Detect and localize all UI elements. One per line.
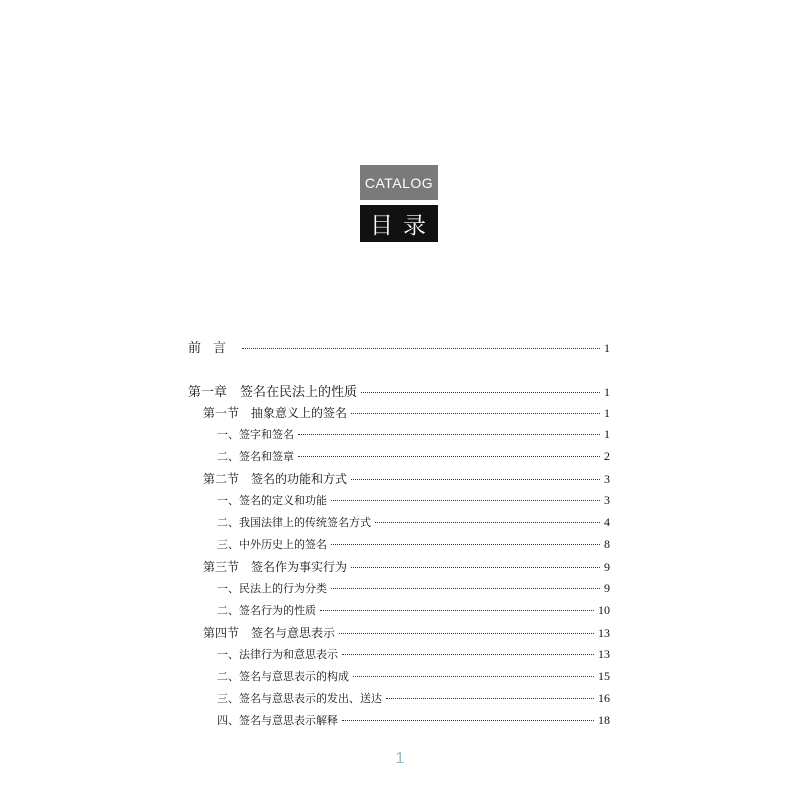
- toc-entry-subsection[interactable]: [217, 668, 610, 684]
- toc-entry-page: 10: [598, 603, 610, 617]
- toc-entry-label: 第二节 签名的功能和方式: [203, 472, 348, 486]
- toc-entry-label: 四、签名与意思表示解释: [217, 714, 338, 727]
- toc-entry-page: 1: [604, 385, 610, 399]
- dot-leader: [331, 500, 600, 501]
- dot-leader: [342, 654, 594, 655]
- toc-entry-section[interactable]: [203, 558, 610, 575]
- toc-entry-label: 一、签字和签名: [217, 428, 294, 441]
- toc-entry-page: 15: [598, 669, 610, 683]
- dot-leader: [361, 392, 600, 393]
- toc-entry-label: 三、中外历史上的签名: [217, 538, 327, 551]
- dot-leader: [351, 567, 600, 568]
- dot-leader: [242, 348, 600, 349]
- toc-entry-preface[interactable]: [188, 337, 610, 356]
- dot-leader: [351, 479, 600, 480]
- toc-entry-subsection[interactable]: [217, 646, 610, 662]
- dot-leader: [320, 610, 594, 611]
- toc-entry-page: 1: [604, 406, 610, 420]
- toc-entry-label: 第三节 签名作为事实行为: [203, 560, 348, 574]
- toc-entry-page: 13: [598, 647, 610, 661]
- toc-entry-section[interactable]: [203, 470, 610, 487]
- toc-entry-label: 二、签名与意思表示的构成: [217, 670, 349, 683]
- toc-entry-subsection[interactable]: [217, 602, 610, 618]
- toc-entry-page: 2: [604, 449, 610, 463]
- page-number: 1: [395, 750, 405, 767]
- dot-leader: [342, 720, 594, 721]
- dot-leader: [298, 456, 600, 457]
- toc-entry-page: 9: [604, 581, 610, 595]
- toc-entry-page: 18: [598, 713, 610, 727]
- dot-leader: [353, 676, 594, 677]
- toc-entry-subsection[interactable]: [217, 536, 610, 552]
- toc-entry-subsection[interactable]: [217, 426, 610, 442]
- toc-entry-chapter[interactable]: [188, 381, 610, 400]
- toc-entry-label: 第一章 签名在民法上的性质: [188, 385, 358, 400]
- toc-entry-page: 3: [604, 493, 610, 507]
- toc-entry-label: 二、签名行为的性质: [217, 604, 316, 617]
- toc-entry-page: 16: [598, 691, 610, 705]
- toc-entry-label: 二、签名和签章: [217, 450, 294, 463]
- toc-entry-subsection[interactable]: [217, 580, 610, 596]
- dot-leader: [375, 522, 600, 523]
- toc-entry-page: 9: [604, 560, 610, 574]
- toc-entry-label: 一、签名的定义和功能: [217, 494, 327, 507]
- toc-entry-label: 二、我国法律上的传统签名方式: [217, 516, 371, 529]
- toc-entry-page: 4: [604, 515, 610, 529]
- dot-leader: [386, 698, 594, 699]
- toc-entry-subsection[interactable]: [217, 448, 610, 464]
- toc-entry-label: 三、签名与意思表示的发出、送达: [217, 692, 382, 705]
- toc-entry-subsection[interactable]: [217, 712, 610, 728]
- page-title: 目录: [360, 205, 438, 242]
- toc-entry-section[interactable]: [203, 404, 610, 421]
- toc-entry-page: 1: [604, 341, 610, 355]
- dot-leader: [331, 544, 600, 545]
- dot-leader: [331, 588, 600, 589]
- toc-entry-label: 第四节 签名与意思表示: [203, 626, 336, 640]
- toc-entry-page: 8: [604, 537, 610, 551]
- toc-entry-page: 1: [604, 427, 610, 441]
- catalog-label: CATALOG: [360, 165, 438, 200]
- toc-entry-label: 第一节 抽象意义上的签名: [203, 406, 348, 420]
- dot-leader: [339, 633, 594, 634]
- dot-leader: [298, 434, 600, 435]
- toc-entry-label: 一、法律行为和意思表示: [217, 648, 338, 661]
- toc-entry-label: 前言: [188, 341, 239, 356]
- toc-entry-label: 一、民法上的行为分类: [217, 582, 327, 595]
- toc-entry-subsection[interactable]: [217, 492, 610, 508]
- toc-entry-subsection[interactable]: [217, 690, 610, 706]
- toc-entry-section[interactable]: [203, 624, 610, 641]
- toc-entry-page: 3: [604, 472, 610, 486]
- toc-entry-subsection[interactable]: [217, 514, 610, 530]
- toc-entry-page: 13: [598, 626, 610, 640]
- dot-leader: [351, 413, 600, 414]
